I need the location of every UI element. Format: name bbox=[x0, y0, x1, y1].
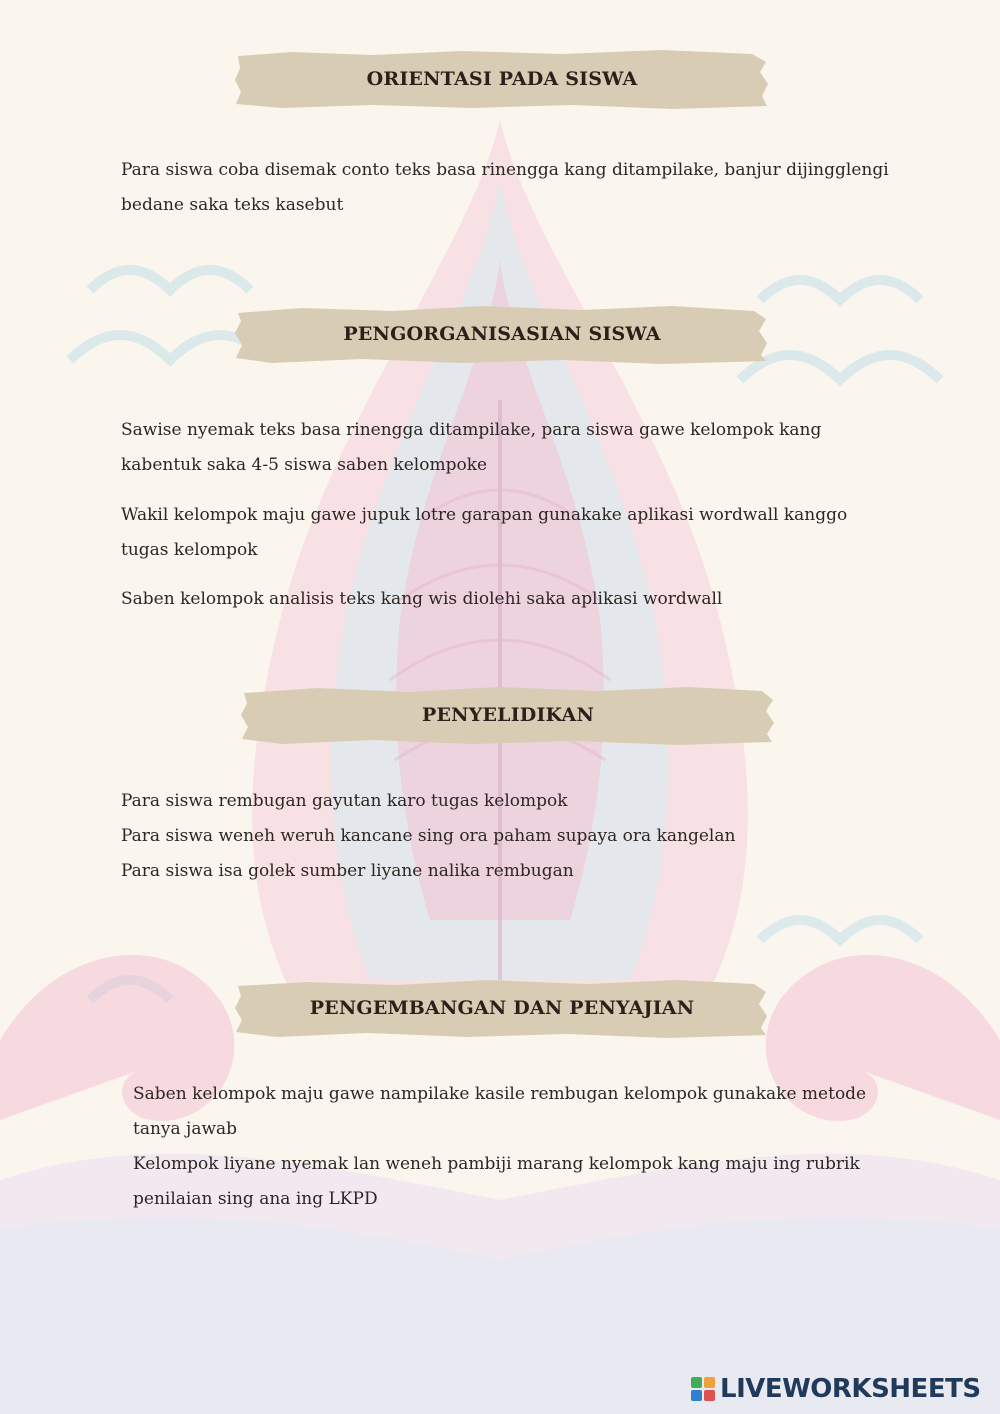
section-title: PENYELIDIKAN bbox=[421, 704, 595, 726]
text-line: Sawise nyemak teks basa rinengga ditampilake, para siswa gawe kelompok kang bbox=[121, 420, 822, 440]
section-paragraph bbox=[133, 1077, 866, 1217]
section-paragraph bbox=[121, 413, 821, 483]
section-paragraph bbox=[121, 784, 735, 889]
text-line: Para siswa weneh weruh kancane sing ora paham supaya ora kangelan bbox=[121, 826, 736, 846]
text-line: Saben kelompok maju gawe nampilake kasile rembugan kelompok gunakake metode bbox=[133, 1084, 867, 1104]
text-line: tugas kelompok bbox=[121, 540, 258, 560]
text-line: Para siswa isa golek sumber liyane nalika rembugan bbox=[121, 861, 574, 881]
section-paragraph bbox=[121, 153, 889, 223]
text-line: Wakil kelompok maju gawe jupuk lotre garapan gunakake aplikasi wordwall kanggo bbox=[121, 505, 848, 525]
liveworksheets-logo bbox=[690, 1374, 981, 1404]
section-title: PENGEMBANGAN DAN PENYAJIAN bbox=[309, 997, 695, 1019]
text-line: Kelompok liyane nyemak lan weneh pambiji marang kelompok kang maju ing rubrik bbox=[133, 1154, 860, 1174]
text-line: Saben kelompok analisis teks kang wis diolehi saka aplikasi wordwall bbox=[121, 589, 723, 609]
brand-name: LIVEWORKSHEETS bbox=[720, 1374, 981, 1404]
section-paragraph bbox=[121, 498, 847, 568]
section-banner-orientasi bbox=[232, 48, 772, 110]
text-line: Para siswa rembugan gayutan karo tugas kelompok bbox=[121, 791, 568, 811]
logo-grid-icon bbox=[690, 1376, 716, 1402]
text-line: penilaian sing ana ing LKPD bbox=[133, 1189, 378, 1209]
text-line: tanya jawab bbox=[133, 1119, 238, 1139]
section-banner-pengembangan bbox=[232, 977, 772, 1039]
section-title: ORIENTASI PADA SISWA bbox=[366, 68, 638, 90]
text-line: Para siswa coba disemak conto teks basa rinengga kang ditampilake, banjur dijingglengi bbox=[121, 160, 889, 180]
section-title: PENGORGANISASIAN SISWA bbox=[343, 323, 661, 345]
text-line: kabentuk saka 4-5 siswa saben kelompoke bbox=[121, 455, 488, 475]
section-paragraph bbox=[121, 582, 722, 617]
section-banner-penyelidikan bbox=[238, 684, 778, 746]
section-banner-pengorganisasian bbox=[232, 303, 772, 365]
text-line: bedane saka teks kasebut bbox=[121, 195, 344, 215]
